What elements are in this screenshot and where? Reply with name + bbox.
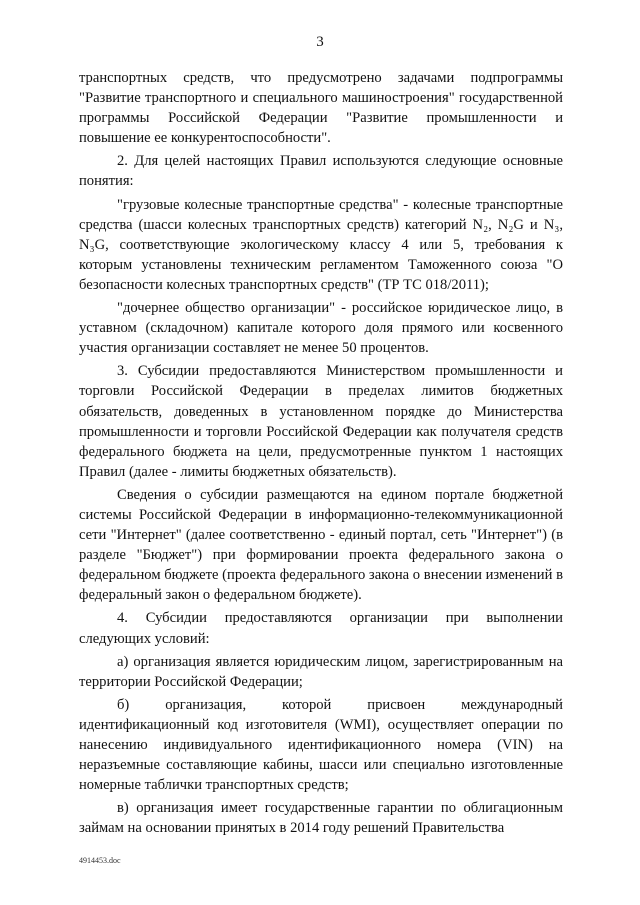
paragraph-section-2: 2. Для целей настоящих Правил используются следующие основные понятия: [79, 153, 563, 190]
page-number: 3 [316, 34, 324, 50]
paragraph-definition-subsidiary: "дочернее общество организации" - российское юридическое лицо, в уставном (складочном) капитале которого доля прямого или косвенного участия организации составляет не менее 50 процентов. [79, 300, 563, 357]
paragraph-section-4: 4. Субсидии предоставляются организации при выполнении следующих условий: [79, 610, 563, 647]
paragraph-condition-v: в) организация имеет государственные гарантии по облигационным займам на основании принятых в 2014 году решений Правительства [79, 800, 563, 837]
paragraph-subsidy-info: Сведения о субсидии размещаются на едином портале бюджетной системы Российской Федерации в информационно-телекоммуникационной сети "Интернет" (далее соответственно - единый портал, сеть "Интернет") (в разделе "Бюджет") при формировании проекта федерального закона о федеральном бюджете (проекта федерального закона о внесении изменений в федеральный закон о федеральном бюджете). [79, 486, 563, 604]
paragraph-condition-b: б) организация, которой присвоен международный идентификационный код изготовителя (WMI), осуществляет операции по нанесению индивидуального идентификационного номера (VIN) на неразъемные составляющие кабины, шасси или специально изготовленные номерные таблички транспортных средств; [79, 696, 563, 794]
paragraph-definition-trucks: "грузовые колесные транспортные средства" - колесные транспортные средства (шасси колесных транспортных средств) категорий N₂, N₂G и N₃, N₃G, соответствующие экологическому классу 4 или 5, требования к которым установлены техническим регламентом Таможенного союза "О безопасности колесных транспортных средств" (ТР ТС 018/2011); [79, 196, 563, 293]
document-file-reference: 4914453.doc [79, 856, 121, 865]
paragraph-continuation: транспортных средств, что предусмотрено задачами подпрограммы "Развитие транспортного и специального машиностроения" государственной программы Российской Федерации "Развитие промышленности и повышение ее конкурентоспособности". [79, 70, 563, 147]
paragraph-section-3: 3. Субсидии предоставляются Министерством промышленности и торговли Российской Федерации в пределах лимитов бюджетных обязательств, доведенных в установленном порядке до Министерства промышленности и торговли Российской Федерации как получателя средств федерального бюджета на цели, предусмотренные пунктом 1 настоящих Правил (далее - лимиты бюджетных обязательств). [79, 363, 563, 480]
document-body [79, 68, 563, 841]
paragraph-condition-a: а) организация является юридическим лицом, зарегистрированным на территории Российской Федерации; [79, 653, 563, 690]
